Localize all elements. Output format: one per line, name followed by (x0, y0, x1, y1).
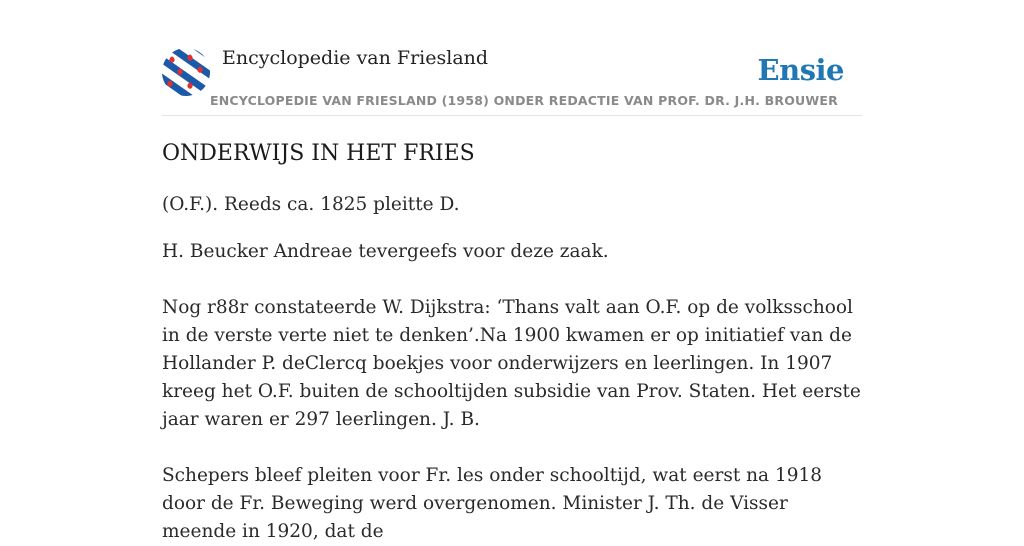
ensie-logo[interactable]: Ensie (757, 53, 844, 87)
article (162, 138, 864, 546)
site-subtitle: ENCYCLOPEDIE VAN FRIESLAND (1958) ONDER REDACTIE VAN PROF. DR. J.H. BROUWER (210, 93, 838, 108)
article-paragraph: Schepers bleef pleiten voor Fr. les onder schooltijd, wat eerst na 1918 door de Fr. Beweging werd overgenomen. Minister J. Th. de Visser meende in 1920, dat de (162, 465, 823, 542)
article-paragraph: (O.F.). Reeds ca. 1825 pleitte D. (162, 194, 460, 215)
site-title[interactable]: Encyclopedie van Friesland (222, 47, 489, 69)
article-paragraph: Nog r88r constateerde W. Dijkstra: ‘Thans valt aan O.F. op de volksschool in de verste verte niet te denken’.Na 1900 kwamen er op initiatief van de Hollander P. deClercq boekjes voor onderwijzers en leerlingen. In 1907 kreeg het O.F. buiten de schooltijden subsidie van Prov. Staten. Het eerste jaar waren er 297 leerlingen. J. B. (162, 297, 861, 430)
article-paragraph: H. Beucker Andreae tevergeefs voor deze zaak. (162, 241, 609, 262)
site-header (162, 46, 862, 116)
friesland-flag-icon[interactable] (162, 48, 210, 96)
article-title: ONDERWIJS IN HET FRIES (162, 141, 475, 166)
